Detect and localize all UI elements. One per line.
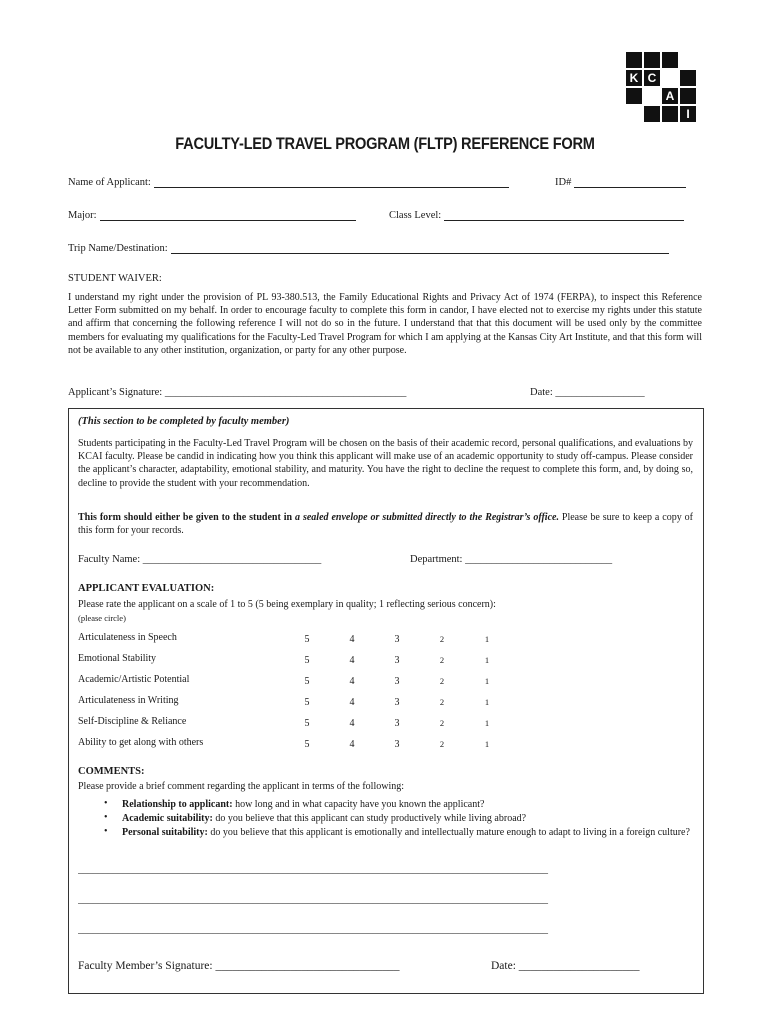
applicant-name-row xyxy=(68,176,509,188)
logo-letter-a: A xyxy=(662,88,678,104)
applicant-date-field[interactable]: _________________ xyxy=(555,387,645,398)
applicant-id-row xyxy=(555,176,686,188)
trip-row xyxy=(68,242,669,254)
major-field[interactable] xyxy=(100,209,356,221)
faculty-signature-label: Faculty Member’s Signature: xyxy=(78,960,213,972)
logo-block xyxy=(662,106,678,122)
applicant-signature-row xyxy=(68,387,406,398)
applicant-signature-field[interactable]: ______________________________________________ xyxy=(164,387,407,398)
rating-option-5[interactable]: 5 xyxy=(304,676,310,687)
logo-block xyxy=(626,52,642,68)
applicant-signature-label: Applicant’s Signature: xyxy=(68,387,163,398)
major-label: Major: xyxy=(68,210,97,221)
faculty-section-note: (This section to be completed by faculty member) xyxy=(78,416,290,427)
rating-option-3[interactable]: 3 xyxy=(394,676,400,687)
rating-option-2[interactable]: 2 xyxy=(439,697,445,707)
logo-block xyxy=(680,70,696,86)
rating-option-1[interactable]: 1 xyxy=(484,634,490,644)
rating-option-1[interactable]: 1 xyxy=(484,697,490,707)
evaluation-criterion: Articulateness in Writing xyxy=(78,695,179,706)
logo-blank xyxy=(680,52,696,68)
logo-block xyxy=(644,106,660,122)
kcai-logo xyxy=(626,52,696,122)
sealed-bold-text: This form should either be given to the student in xyxy=(78,512,296,523)
faculty-signature-field[interactable]: ________________________________ xyxy=(215,960,400,972)
rating-option-2[interactable]: 2 xyxy=(439,739,445,749)
rating-option-1[interactable]: 1 xyxy=(484,718,490,728)
logo-block xyxy=(680,88,696,104)
rating-option-5[interactable]: 5 xyxy=(304,697,310,708)
department-label: Department: xyxy=(410,554,463,565)
rating-option-1[interactable]: 1 xyxy=(484,655,490,665)
rating-option-5[interactable]: 5 xyxy=(304,739,310,750)
evaluation-heading: APPLICANT EVALUATION: xyxy=(78,583,215,594)
sealed-bold-italic-text: a sealed envelope or submitted directly to the Registrar’s office. xyxy=(295,512,559,523)
trip-field[interactable] xyxy=(171,242,669,254)
comments-heading: COMMENTS: xyxy=(78,766,145,777)
applicant-name-label: Name of Applicant: xyxy=(68,177,151,188)
applicant-name-field[interactable] xyxy=(154,176,509,188)
applicant-date-label: Date: xyxy=(530,387,553,398)
logo-block xyxy=(626,88,642,104)
rating-option-4[interactable]: 4 xyxy=(349,697,355,708)
logo-letter-k: K xyxy=(626,70,642,86)
comments-instruction: Please provide a brief comment regarding the applicant in terms of the following: xyxy=(78,781,405,792)
rating-option-2[interactable]: 2 xyxy=(439,655,445,665)
bullet-icon: • xyxy=(104,798,108,809)
faculty-date-label: Date: xyxy=(491,960,516,972)
class-level-row xyxy=(389,209,684,221)
comment-line-1[interactable]: ______________________________________________________________________________________________ xyxy=(78,864,548,875)
department-row xyxy=(410,554,612,565)
rating-option-3[interactable]: 3 xyxy=(394,634,400,645)
rating-option-2[interactable]: 2 xyxy=(439,718,445,728)
class-level-field[interactable] xyxy=(444,209,684,221)
rating-option-2[interactable]: 2 xyxy=(439,634,445,644)
evaluation-criterion: Self-Discipline & Reliance xyxy=(78,716,187,727)
rating-option-1[interactable]: 1 xyxy=(484,676,490,686)
rating-option-4[interactable]: 4 xyxy=(349,739,355,750)
rating-option-2[interactable]: 2 xyxy=(439,676,445,686)
rating-option-5[interactable]: 5 xyxy=(304,634,310,645)
sealed-rest-text: Please be sure to keep a copy of this form for your records. xyxy=(78,512,693,537)
evaluation-note: (please circle) xyxy=(78,613,126,623)
waiver-heading: STUDENT WAIVER: xyxy=(68,273,162,284)
logo-blank xyxy=(644,88,660,104)
rating-option-3[interactable]: 3 xyxy=(394,739,400,750)
form-title: FACULTY-LED TRAVEL PROGRAM (FLTP) REFERENCE FORM xyxy=(175,134,595,153)
rating-option-4[interactable]: 4 xyxy=(349,676,355,687)
class-level-label: Class Level: xyxy=(389,210,442,221)
comment-line-3[interactable]: ______________________________________________________________________________________________ xyxy=(78,924,548,935)
rating-option-4[interactable]: 4 xyxy=(349,718,355,729)
rating-option-5[interactable]: 5 xyxy=(304,655,310,666)
evaluation-instruction: Please rate the applicant on a scale of 1 to 5 (5 being exemplary in quality; 1 reflecting serious concern): xyxy=(78,599,496,610)
applicant-id-field[interactable] xyxy=(574,176,686,188)
faculty-intro-text: Students participating in the Faculty-Led Travel Program will be chosen on the basis of their academic record, personal qualifications, and evaluations by KCAI faculty. Please be candid in indicating how you think this applicant will make use of an academic opportunity to study off-campus. Please consider the applicant’s character, adaptability, emotional stability, and maturity. You have the right to decline the request to complete this form, and, by doing so, decline to provide the student with your recommendation. xyxy=(78,438,693,489)
faculty-name-row xyxy=(78,554,321,565)
evaluation-criterion: Ability to get along with others xyxy=(78,737,204,748)
bullet-icon: • xyxy=(104,812,108,823)
logo-letter-i: I xyxy=(680,106,696,122)
logo-block xyxy=(644,52,660,68)
rating-option-1[interactable]: 1 xyxy=(484,739,490,749)
faculty-date-field[interactable]: _____________________ xyxy=(518,960,640,972)
applicant-date-row xyxy=(530,387,645,398)
trip-label: Trip Name/Destination: xyxy=(68,243,168,254)
comment-line-2[interactable]: ______________________________________________________________________________________________ xyxy=(78,894,548,905)
applicant-id-label: ID# xyxy=(555,177,572,188)
rating-option-4[interactable]: 4 xyxy=(349,634,355,645)
evaluation-criterion: Articulateness in Speech xyxy=(78,632,177,643)
logo-blank xyxy=(626,106,642,122)
rating-option-5[interactable]: 5 xyxy=(304,718,310,729)
logo-letter-c: C xyxy=(644,70,660,86)
faculty-name-field[interactable]: __________________________________ xyxy=(142,554,322,565)
sealed-instructions xyxy=(78,511,693,537)
major-row xyxy=(68,209,356,221)
comment-item-academic: Academic suitability: do you believe that this applicant can study productively while living abroad? xyxy=(122,813,527,824)
rating-option-3[interactable]: 3 xyxy=(394,655,400,666)
comment-item-personal: Personal suitability: do you believe that this applicant is emotionally and intellectually mature enough to adapt to living in a foreign culture? xyxy=(122,827,690,838)
bullet-icon: • xyxy=(104,826,108,837)
faculty-signature-row xyxy=(78,960,399,972)
evaluation-criterion: Emotional Stability xyxy=(78,653,157,664)
evaluation-criterion: Academic/Artistic Potential xyxy=(78,674,190,685)
logo-block xyxy=(662,52,678,68)
rating-option-4[interactable]: 4 xyxy=(349,655,355,666)
faculty-date-row xyxy=(491,960,640,972)
waiver-text: I understand my right under the provision of PL 93-380.513, the Family Educational Rights and Privacy Act of 1974 (FERPA), to inspect this Reference Letter Form submitted on my behalf. In order to encourage faculty to complete this form in candor, I have elected not to exercise my rights under this statute and affirm that concerning the following reference I will not do so in the future. I understand that that this document will be used only by the committee members for evaluating my qualifications for the Faculty-Led Travel Program for which I am applying at the Kansas City Art Institute, and that this form will not be available to any other institution, organization, or party for any other purpose. xyxy=(68,292,702,356)
rating-option-3[interactable]: 3 xyxy=(394,697,400,708)
rating-option-3[interactable]: 3 xyxy=(394,718,400,729)
faculty-name-label: Faculty Name: xyxy=(78,554,141,565)
logo-blank xyxy=(662,70,678,86)
comment-item-relationship: Relationship to applicant: how long and in what capacity have you known the applicant? xyxy=(122,799,485,810)
department-field[interactable]: ____________________________ xyxy=(465,554,613,565)
